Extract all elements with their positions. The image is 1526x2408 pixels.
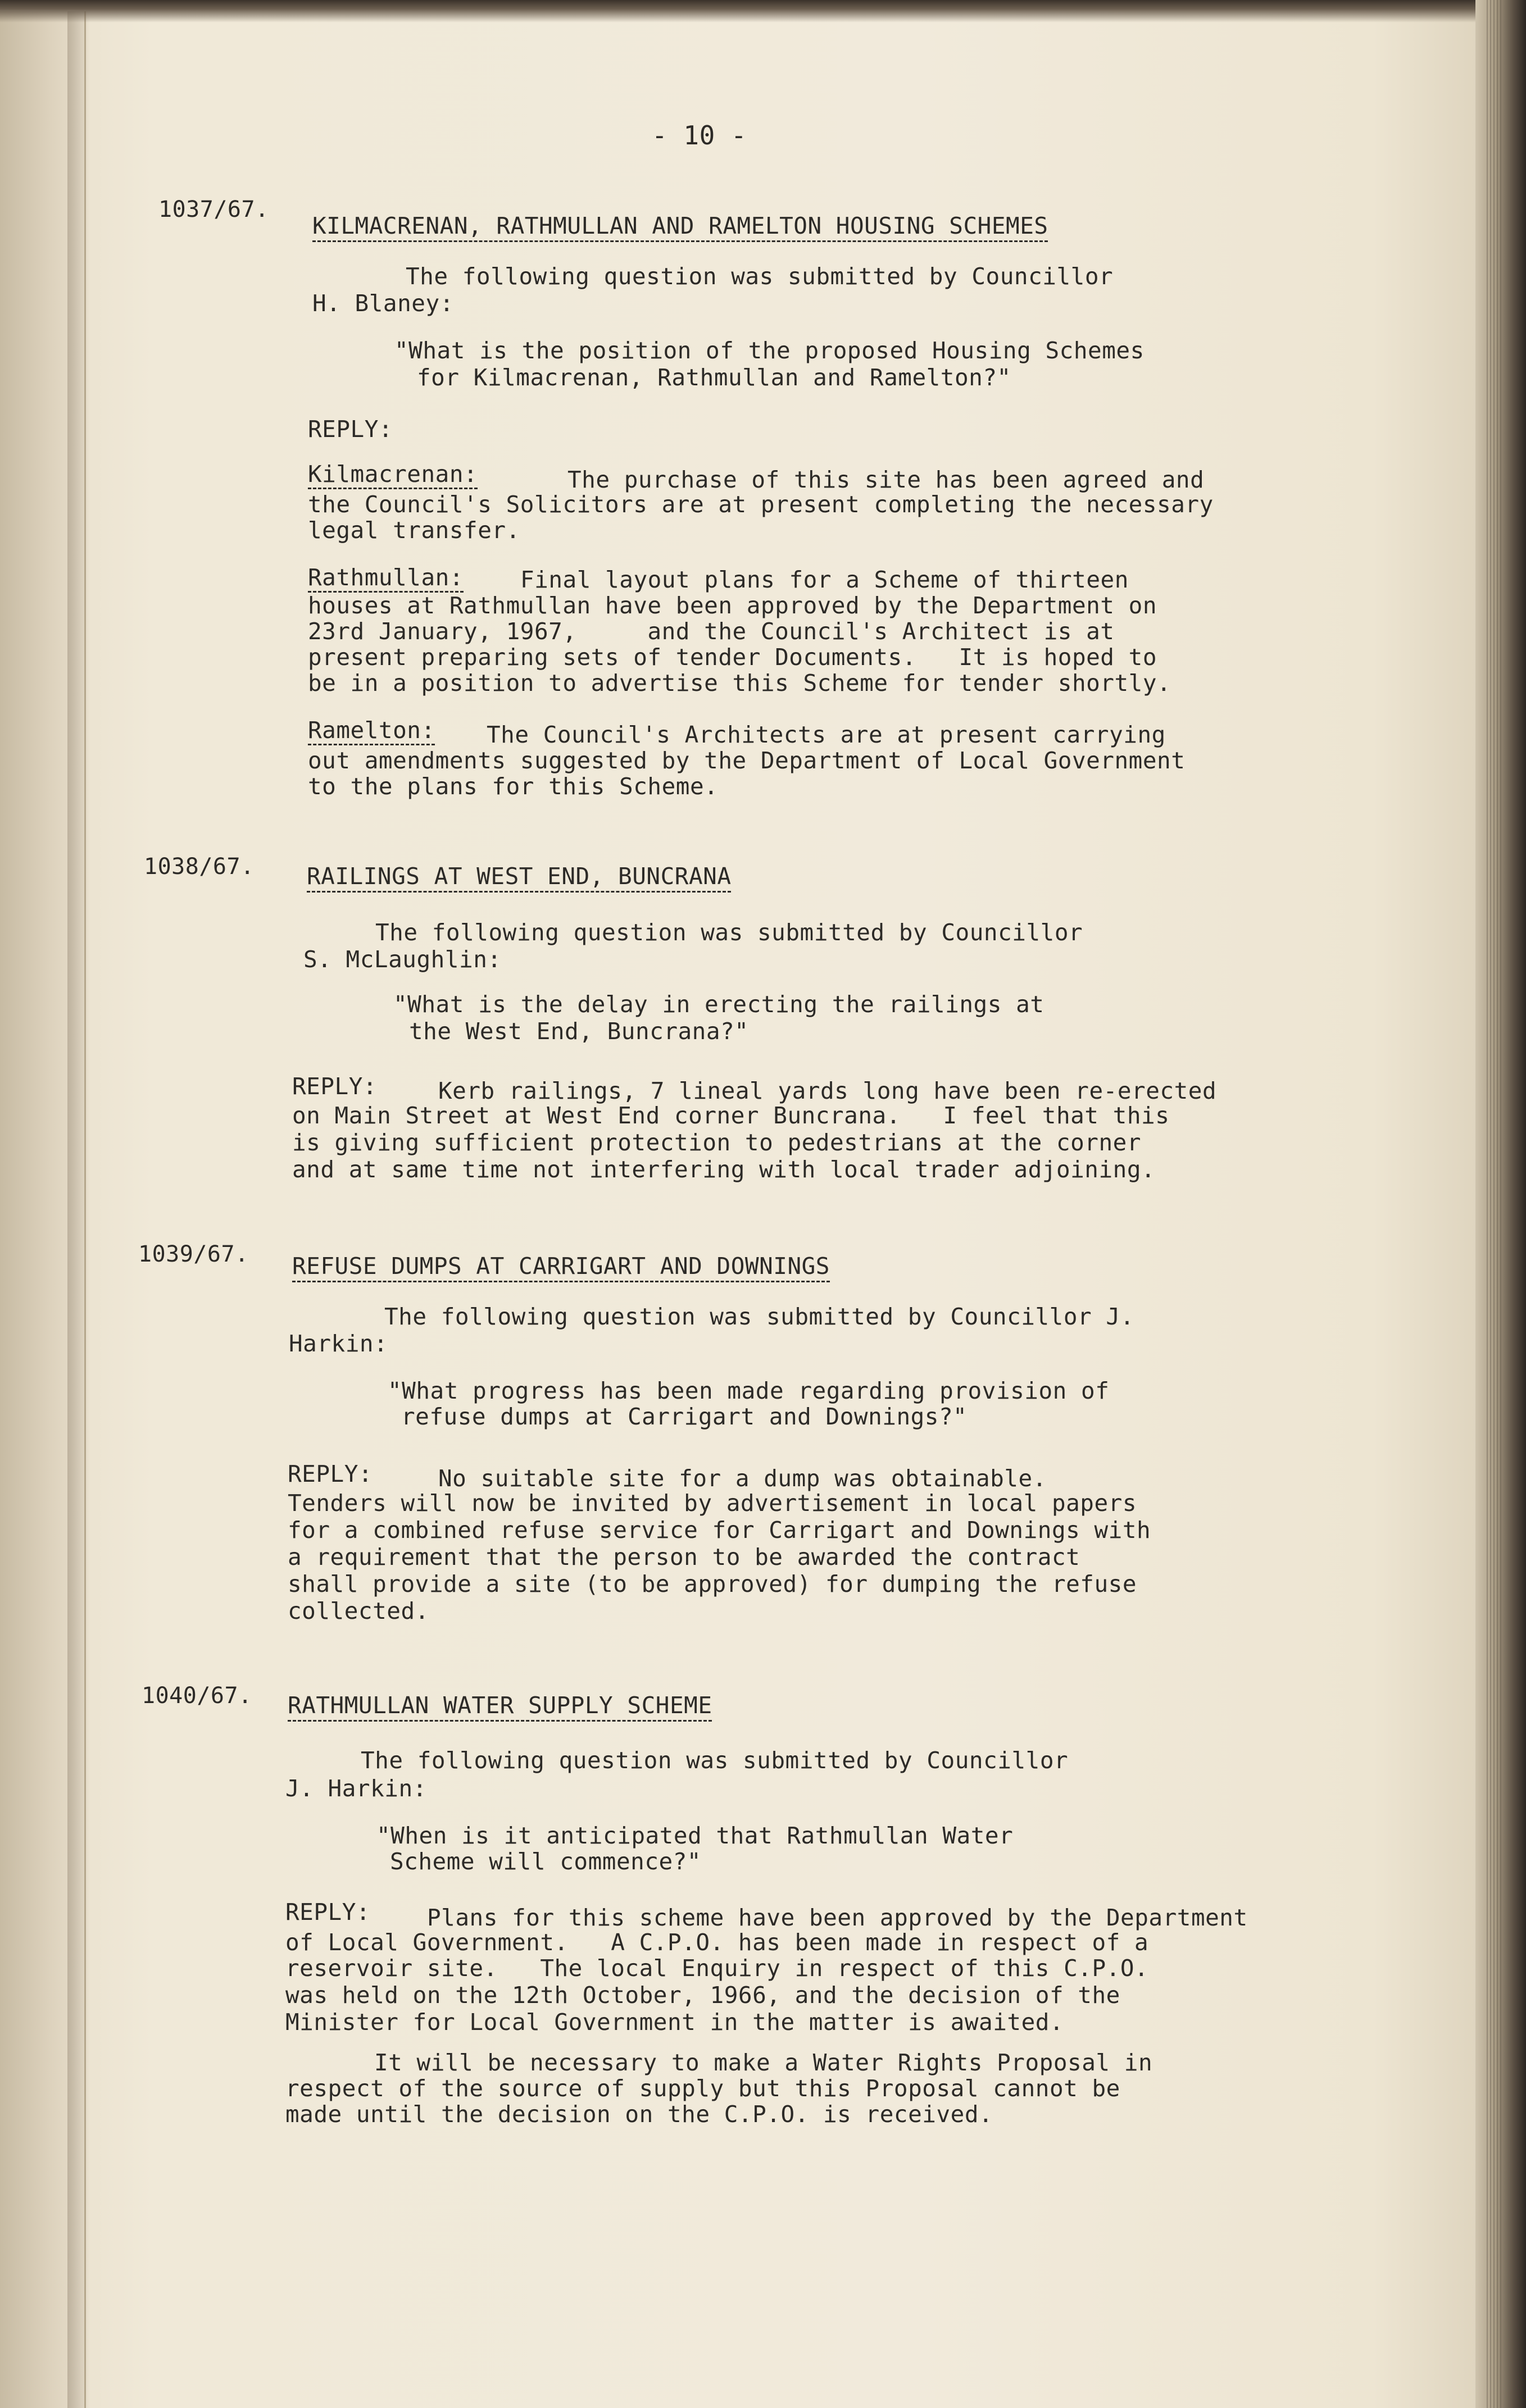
item-heading: RATHMULLAN WATER SUPPLY SCHEME — [288, 1692, 712, 1719]
item-heading: KILMACRENAN, RATHMULLAN AND RAMELTON HOUSING SCHEMES — [312, 212, 1048, 239]
reply-line: of Local Government. A C.P.O. has been made in respect of a — [285, 1929, 1149, 1956]
item-heading: REFUSE DUMPS AT CARRIGART AND DOWNINGS — [292, 1253, 830, 1280]
reply-line: and at same time not interfering with local trader adjoining. — [292, 1156, 1156, 1183]
item-number: 1038/67. — [144, 854, 255, 880]
item-number: 1037/67. — [158, 197, 269, 222]
paragraph-label: Ramelton: — [308, 717, 435, 744]
page-number: - 10 - — [652, 120, 747, 151]
reply-line: a requirement that the person to be awarded the contract — [288, 1544, 1080, 1571]
reply-line: Plans for this scheme have been approved by the Department — [427, 1904, 1248, 1931]
paragraph-line: the Council's Solicitors are at present completing the necessary — [308, 491, 1214, 518]
reply-line: shall provide a site (to be approved) for dumping the refuse — [288, 1571, 1137, 1597]
question-line: the West End, Buncrana?" — [409, 1018, 749, 1045]
reply-line: reservoir site. The local Enquiry in respect of this C.P.O. — [285, 1955, 1149, 1982]
closing-line: It will be necessary to make a Water Rights Proposal in — [374, 2049, 1153, 2076]
reply-line: collected. — [288, 1597, 429, 1624]
reply-label: REPLY: — [292, 1073, 378, 1100]
item-number: 1040/67. — [142, 1683, 252, 1709]
question-line: for Kilmacrenan, Rathmullan and Ramelton?" — [417, 364, 1011, 391]
paragraph-line: out amendments suggested by the Department of Local Government — [308, 747, 1186, 774]
question-line: "What is the position of the proposed Housing Schemes — [394, 337, 1144, 364]
reply-line: Tenders will now be invited by advertisement in local papers — [288, 1490, 1137, 1517]
closing-line: made until the decision on the C.P.O. is received. — [285, 2101, 993, 2128]
intro-line: Harkin: — [289, 1330, 388, 1357]
paragraph-line: The purchase of this site has been agreed and — [567, 466, 1205, 493]
reply-line: was held on the 12th October, 1966, and the decision of the — [285, 1982, 1120, 2009]
paragraph-label: Kilmacrenan: — [308, 461, 478, 488]
intro-line: The following question was submitted by Councillor J. — [384, 1303, 1134, 1330]
paragraph-line: 23rd January, 1967, and the Council's Architect is at — [308, 618, 1115, 645]
paragraph-line: to the plans for this Scheme. — [308, 773, 719, 800]
paragraph-line: be in a position to advertise this Scheme for tender shortly. — [308, 670, 1171, 697]
intro-line: J. Harkin: — [285, 1775, 427, 1802]
paragraph-line: houses at Rathmullan have been approved by the Department on — [308, 592, 1157, 619]
paragraph-line: legal transfer. — [308, 517, 520, 544]
paragraph-line: The Council's Architects are at present carrying — [487, 721, 1166, 748]
question-line: "What progress has been made regarding provision of — [388, 1377, 1110, 1404]
question-line: refuse dumps at Carrigart and Downings?" — [401, 1403, 968, 1430]
reply-line: No suitable site for a dump was obtainable. — [438, 1465, 1047, 1492]
closing-line: respect of the source of supply but this Proposal cannot be — [285, 2075, 1120, 2102]
reply-line: for a combined refuse service for Carrigart and Downings with — [288, 1517, 1151, 1544]
item-number: 1039/67. — [138, 1241, 249, 1267]
intro-line: S. McLaughlin: — [303, 946, 502, 973]
reply-label: REPLY: — [288, 1460, 373, 1487]
intro-line: The following question was submitted by Councillor — [406, 263, 1114, 290]
question-line: "When is it anticipated that Rathmullan Water — [376, 1822, 1014, 1849]
paragraph-line: Final layout plans for a Scheme of thirteen — [520, 566, 1129, 593]
intro-line: The following question was submitted by Councillor — [361, 1747, 1069, 1774]
question-line: Scheme will commence?" — [390, 1848, 702, 1875]
reply-line: on Main Street at West End corner Buncrana. I feel that this — [292, 1102, 1170, 1129]
reply-label: REPLY: — [285, 1899, 371, 1926]
reply-line: is giving sufficient protection to pedestrians at the corner — [292, 1129, 1142, 1156]
intro-line: The following question was submitted by Councillor — [375, 919, 1083, 946]
reply-line: Kerb railings, 7 lineal yards long have been re-erected — [438, 1077, 1217, 1104]
paragraph-line: present preparing sets of tender Documents. It is hoped to — [308, 644, 1157, 671]
intro-line: H. Blaney: — [312, 290, 454, 317]
paragraph-label: Rathmullan: — [308, 564, 464, 591]
question-line: "What is the delay in erecting the railings at — [393, 991, 1044, 1018]
item-heading: RAILINGS AT WEST END, BUNCRANA — [307, 863, 732, 890]
reply-line: Minister for Local Government in the matter is awaited. — [285, 2009, 1064, 2036]
reply-label: REPLY: — [308, 416, 393, 443]
